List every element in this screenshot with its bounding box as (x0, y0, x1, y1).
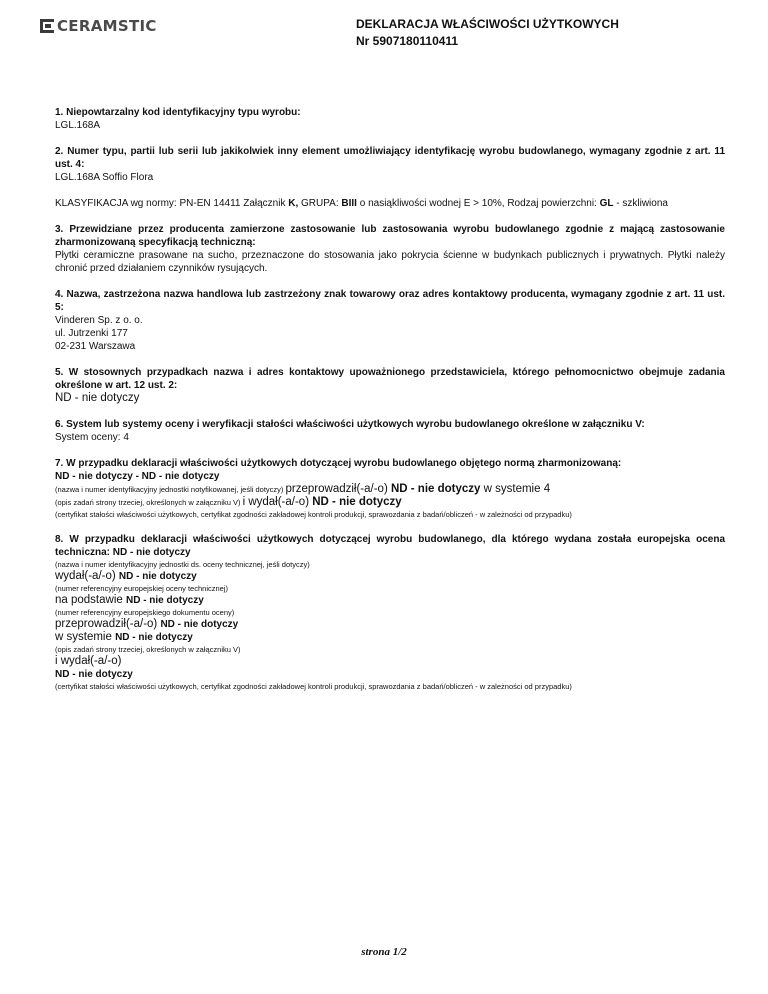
field-caption: (numer referencyjny europejskiej oceny technicznej) (55, 584, 228, 593)
classification-text: - szkliwiona (613, 198, 668, 209)
section-heading: 5. W stosownych przypadkach nazwa i adres kontaktowy upoważnionego przedstawiciela, którego pełnomocnictwo obejmuje zadania określone w art. 12 ust. 2: (55, 367, 725, 391)
field-caption: (nazwa i numer identyfikacyjny jednostki notyfikowanej, jeśli dotyczy) (55, 485, 286, 494)
field-caption: (certyfikat stałości właściwości użytkowych, certyfikat zgodności zakładowej kontroli produkcji, sprawozdania z badań/obliczeń - w zależności od przypadku) (55, 682, 572, 691)
field-caption: (opis zadań strony trzeciej, określonych w załączniku V) (55, 645, 241, 654)
section-heading: 6. System lub systemy oceny i weryfikacji stałości właściwości użytkowych wyrobu budowlanego określone w załączniku V: (55, 419, 645, 430)
ceramstic-logo-icon (40, 19, 54, 33)
field-text: przeprowadził(-a/-o) (55, 618, 161, 630)
field-text: i wydał(-a/-o) (242, 496, 313, 508)
classification-text: KLASYFIKACJA wg normy: PN-EN 14411 Załącznik (55, 198, 289, 209)
field-text: i wydał(-a/-o) (55, 655, 122, 667)
section-heading: 7. W przypadku deklaracji właściwości użytkowych dotyczącej wyrobu budowlanego objętego normą zharmonizowaną: (55, 458, 622, 469)
section-heading: 8. W przypadku deklaracji właściwości użytkowych dotyczącej wyrobu budowlanego, dla którego wydana została europejska ocena techniczna: ND - nie dotyczy (55, 534, 725, 558)
field-text: na podstawie (55, 594, 126, 606)
field-caption: (opis zadań strony trzeciej, określonych w załączniku V) (55, 498, 243, 507)
assessment-line (55, 483, 725, 496)
section-8 (55, 533, 725, 692)
section-7 (55, 457, 725, 520)
page-number: strona 1/2 (361, 946, 407, 958)
classification-text: o nasiąkliwości wodnej E > 10%, Rodzaj powierzchni: (356, 198, 600, 209)
section-value: ND - nie dotyczy (55, 392, 140, 404)
field-value: ND - nie dotyczy (390, 483, 481, 495)
section-3 (55, 223, 725, 275)
section-4 (55, 288, 725, 353)
section-value: LGL.168A (55, 120, 101, 131)
brand-name: CERAMSTIC (57, 17, 157, 35)
section-value: System oceny: 4 (55, 432, 129, 443)
field-value: ND - nie dotyczy (115, 632, 193, 643)
system-line (55, 631, 725, 644)
field-caption: (nazwa i numer identyfikacyjny jednostki ds. oceny technicznej, jeśli dotyczy) (55, 560, 310, 569)
section-heading: 1. Niepowtarzalny kod identyfikacyjny typu wyrobu: (55, 107, 301, 118)
field-value: ND - nie dotyczy (160, 619, 239, 630)
classification-text: GRUPA: (298, 198, 342, 209)
field-text: wydał(-a/-o) (55, 570, 119, 582)
document-header (356, 16, 619, 50)
field-text: w systemie (55, 631, 116, 643)
basis-line (55, 594, 725, 607)
field-caption: (certyfikat stałości właściwości użytkowych, certyfikat zgodności zakładowej kontroli produkcji, sprawozdania z badań/obliczeń - w zależności od przypadku) (55, 510, 572, 519)
classification-group: BIII (341, 198, 357, 209)
brand-logo (40, 16, 157, 36)
assessment-line (55, 618, 725, 631)
section-6 (55, 418, 725, 444)
field-value: ND - nie dotyczy (118, 571, 197, 582)
field-value: ND - nie dotyczy (55, 669, 133, 680)
manufacturer-street: ul. Jutrzenki 177 (55, 328, 128, 339)
field-text: w systemie 4 (480, 483, 551, 495)
section-value: Płytki ceramiczne prasowane na sucho, przeznaczone do stosowania jako pokrycia ścienne w budynkach publicznych i prywatnych. Płytki należy chronić przed działaniem czynników rysujących. (55, 250, 725, 274)
manufacturer-name: Vinderen Sp. z o. o. (55, 315, 143, 326)
section-value: LGL.168A Soffio Flora (55, 172, 154, 183)
document-body (55, 106, 725, 705)
section-5 (55, 366, 725, 405)
section-heading: 4. Nazwa, zastrzeżona nazwa handlowa lub zastrzeżony znak towarowy oraz adres kontaktowy producenta, wymagany zgodnie z art. 11 ust. 5: (55, 289, 725, 313)
classification-surface: GL (599, 198, 614, 209)
issued-line (55, 496, 725, 509)
field-value: ND - nie dotyczy (312, 496, 402, 508)
issued-line (55, 570, 725, 583)
field-caption: (numer referencyjny europejskiego dokumentu oceny) (55, 608, 235, 617)
field-text: przeprowadził(-a/-o) (285, 483, 391, 495)
document-title: DEKLARACJA WŁAŚCIWOŚCI UŻYTKOWYCH (356, 17, 619, 31)
document-number: Nr 5907180110411 (356, 34, 459, 48)
notified-body-line: ND - nie dotyczy - ND - nie dotyczy (55, 471, 220, 482)
section-heading: 2. Numer typu, partii lub serii lub jakikolwiek inny element umożliwiający identyfikację wyrobu budowlanego, wymagany zgodnie z art. 11 ust. 4: (55, 146, 725, 170)
section-1 (55, 106, 725, 132)
section-2 (55, 145, 725, 184)
classification-line (55, 197, 725, 210)
manufacturer-city: 02-231 Warszawa (55, 341, 136, 352)
section-heading: 3. Przewidziane przez producenta zamierzone zastosowanie lub zastosowania wyrobu budowlanego zgodnie z mającą zastosowanie zharmonizowaną specyfikacją techniczną: (55, 224, 725, 248)
classification-annex: K, (288, 198, 299, 209)
field-value: ND - nie dotyczy (125, 595, 204, 606)
